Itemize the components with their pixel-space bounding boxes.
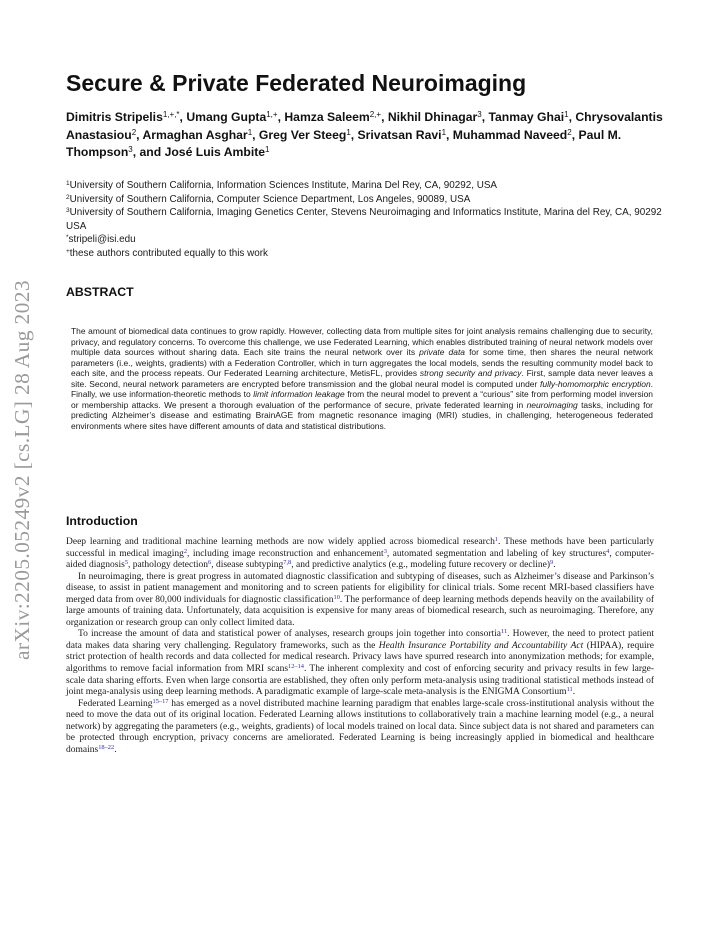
citation-ref[interactable]: 15–17 <box>152 697 169 705</box>
author-name: Hamza Saleem <box>284 110 370 124</box>
citation-ref[interactable]: 6 <box>208 558 212 566</box>
abstract-heading: ABSTRACT <box>66 285 134 299</box>
affiliation-mark: 2 <box>66 193 70 201</box>
emphasized-text: fully-homomorphic encryption <box>540 378 651 389</box>
citation-ref[interactable]: 2 <box>183 547 188 555</box>
emphasized-text: limit information leakage <box>253 389 345 400</box>
author-name: Armaghan Asghar <box>142 127 248 142</box>
emphasized-text: strong security and privacy <box>419 368 522 379</box>
author-name: Srivatsan Ravi <box>357 127 442 142</box>
affiliation-mark: + <box>66 247 70 255</box>
affiliation-line <box>66 206 666 233</box>
affiliation-text: University of Southern California, Computer Science Department, Los Angeles, 90089, USA <box>69 193 471 205</box>
author-name: Tanmay Ghai <box>488 110 565 124</box>
affiliation-line <box>66 179 666 193</box>
arxiv-identifier: arXiv:2205.05249v2 [cs.LG] 28 Aug 2023 <box>10 280 34 660</box>
emphasized-text: Health Insurance Portability and Accountability Act <box>378 640 584 651</box>
author-name: Umang Gupta <box>186 110 267 124</box>
body-paragraph: In neuroimaging, there is great progress in automated diagnostic classification and subtyping of diseases, such as Alzheimer’s disease and Parkinson’s disease, to assist in patient management and monitoring and to screen patients for eligibility for clinical trials. Some recent MRI-based classifiers have merged data from over 80,000 individuals for diagnostic classification$^{10}$. The performance of deep learning methods depends heavily on the availability of large amounts of training data. Unfortunately, data acquisition is expensive for many areas of biomedical research, such as neuroimaging. Therefore, any organization or research group can only collect limited data. <box>66 571 655 628</box>
citation-ref[interactable]: 9 <box>550 558 554 566</box>
citation-ref[interactable]: 10 <box>333 593 340 601</box>
paper-title: Secure & Private Federated Neuroimaging <box>66 70 527 96</box>
author-name: Greg Ver Steeg <box>258 127 347 142</box>
body-paragraph: Deep learning and traditional machine learning methods are now widely applied across biomedical research$^1$. These methods have been particularly successful in medical imaging$^2$, including image reconstruction and enhancement$^3$, automated segmentation and labeling of key structures$^4$, computer-aided diagnosis$^5$, pathology detection$^6$, disease subtyping$^{7,8}$, and predictive analytics (e.g., modeling future recovery or decline)$^9$. <box>66 535 655 571</box>
affiliation-text: University of Southern California, Information Sciences Institute, Marina Del Rey, CA, 90292, USA <box>69 180 498 191</box>
affiliation-text: these authors contributed equally to this work <box>69 247 268 259</box>
body-paragraph: To increase the amount of data and statistical power of analyses, research groups join together into consortia$^{11}$. However, the need to protect patient data makes data sharing very challenging. Regulatory frameworks, such as the Health Insurance Portability and Accountability Act (HIPAA), require strict protection of health records and data collected for medical research. Privacy laws have spurred research into anonymization methods; for example, algorithms to remove facial information from MRI scans$^{12-14}$. The inherent complexity and cost of enforcing security and privacy results in few large-scale data sharing efforts. Even when large consortia are established, they often only perform meta-analysis using traditional statistical methods instead of joint mega-analysis using deep learning methods. A paradigmatic example of large-scale meta-analysis is the ENIGMA Consortium$^{11}$. <box>66 628 654 698</box>
affiliation-mark: * <box>66 234 69 241</box>
citation-ref[interactable]: 3 <box>383 547 387 555</box>
author-affiliation-mark: 1 <box>346 127 351 137</box>
abstract-text: The amount of biomedical data continues to grow rapidly. However, collecting data from multiple sites for joint analysis remains challenging due to security, privacy, and regulatory concerns. To overcome this challenge, we use Federated Learning, which enables distributed training of neural network models over multiple data sources without sharing data. Each site trains the neural network over its private data for some time, then shares the neural network parameters (i.e., weights, gradients) with a Federation Controller, which in turn aggregates the local models, sends the resulting community model back to each site, and the process repeats. Our Federated Learning architecture, MetisFL, provides strong security and privacy. First, sample data never leaves a site. Second, neural network parameters are encrypted before transmission and the global neural model is computed under fully-homomorphic encryption. Finally, we use information-theoretic methods to limit information leakage from the neural model to prevent a “curious” site from performing model inversion or membership attacks. We present a thorough evaluation of the performance of secure, private federated learning in neuroimaging tasks, including for predicting Alzheimer’s disease and estimating BrainAGE from magnetic resonance imaging (MRI) studies, in challenging, heterogeneous federated environments where sites have different amounts of data and statistical distributions. <box>71 326 654 431</box>
author-affiliation-mark: 2,+ <box>369 110 382 119</box>
affiliation-mark: 1 <box>66 180 70 187</box>
affiliation-line <box>66 247 666 261</box>
author-affiliation-mark: 1,+,* <box>162 110 180 119</box>
affiliation-list <box>66 179 666 260</box>
author-affiliation-mark: 2 <box>567 127 572 137</box>
citation-ref[interactable]: 7,8 <box>283 558 292 566</box>
author-affiliation-mark: 1 <box>265 145 270 154</box>
affiliation-mark: 3 <box>66 207 70 214</box>
affiliation-text: University of Southern California, Imaging Genetics Center, Stevens Neuroimaging and Informatics Institute, Marina del Rey, CA, 90292 USA <box>66 207 662 232</box>
author-affiliation-mark: 2 <box>131 127 137 137</box>
citation-ref[interactable]: 18–22 <box>98 743 115 751</box>
author-affiliation-mark: 1 <box>441 127 447 137</box>
body-paragraph: Federated Learning$^{15-17}$ has emerged as a novel distributed machine learning paradigm that enables large-scale cross-institutional analysis without the need to move the data out of its original location. Federated Learning allows institutions to collaboratively train a machine learning model (e.g., a neural network) by aggregating the parameters (e.g., weights, gradients) of local models trained on local data. Since subject data is not shared and parameters can be protected through encryption, privacy concerns are ameliorated. Federated Learning is being increasingly applied in biomedical and healthcare domains$^{18-22}$. <box>66 697 654 755</box>
author-name: José Luis Ambite <box>164 145 266 159</box>
author-name: Chrysovalantis Anastasiou <box>66 110 663 142</box>
author-affiliation-mark: 3 <box>128 145 133 154</box>
citation-ref[interactable]: 11 <box>566 685 573 693</box>
citation-ref[interactable]: 4 <box>606 547 610 555</box>
author-affiliation-mark: 1,+ <box>266 110 278 119</box>
citation-ref[interactable]: 12–14 <box>288 662 304 670</box>
citation-ref[interactable]: 11 <box>501 628 508 636</box>
citation-ref[interactable]: 1 <box>494 535 499 543</box>
author-name: Dimitris Stripelis <box>66 110 163 124</box>
author-name: Nikhil Dhinagar <box>387 110 478 124</box>
author-name: Muhammad Naveed <box>452 127 568 142</box>
emphasized-text: private data <box>419 347 465 358</box>
author-name: Paul M. Thompson <box>66 127 622 159</box>
emphasized-text: neuroimaging <box>526 399 578 410</box>
author-affiliation-mark: 1 <box>247 127 253 137</box>
affiliation-line <box>66 233 666 247</box>
author-list: Dimitris Stripelis$^{1,+,*}$, Umang Gupta$^{1,+}$, Hamza Saleem$^{2,+}$, Nikhil Dhinagar$^3$, Tanmay Ghai$^1$, Chrysovalantis Anastasiou$^2$, Armaghan Asghar$^1$, Greg Ver Steeg$^1$, Srivatsan Ravi$^1$, Muhammad Naveed$^2$, Paul M. Thompson$^3$, and José Luis Ambite$^1$ <box>66 110 663 159</box>
citation-ref[interactable]: 5 <box>124 558 129 566</box>
introduction-heading: Introduction <box>66 514 138 528</box>
introduction-body <box>66 537 654 756</box>
author-affiliation-mark: 3 <box>477 110 482 119</box>
affiliation-text: stripeli@isi.edu <box>68 234 136 245</box>
author-affiliation-mark: 1 <box>564 110 569 119</box>
affiliation-line <box>66 193 666 207</box>
